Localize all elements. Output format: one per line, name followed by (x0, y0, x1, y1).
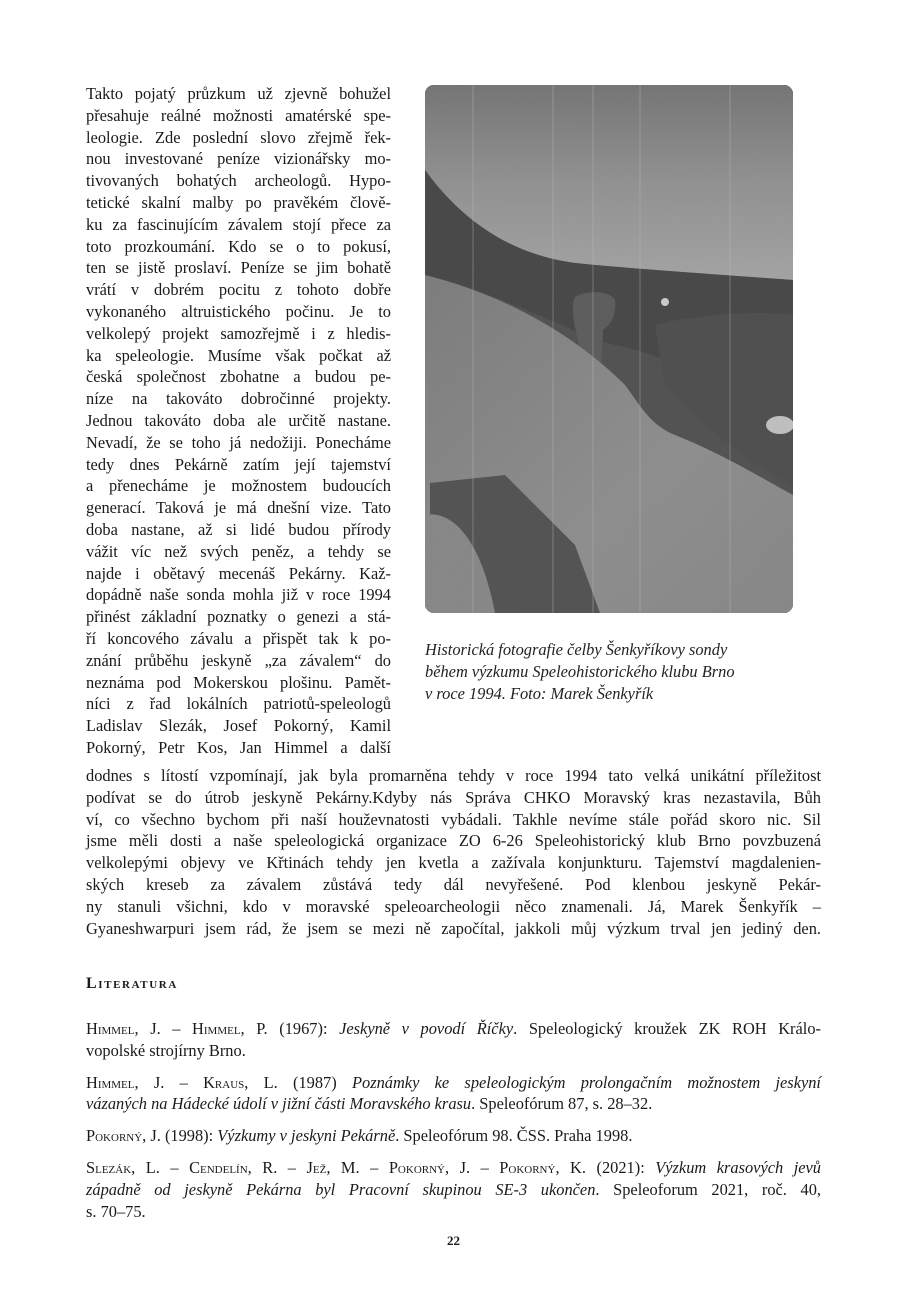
body-line: nou investované peníze vizionářsky mo- (86, 149, 391, 169)
body-line: velkolepými objevy ve Křtinách tehdy jen kvetla a zažívala konjunkturu. Tajemství magdalenien- (86, 853, 821, 873)
ref-title: Výzkum krasových jevů (655, 1157, 821, 1177)
ref-year: (1967): (267, 1019, 340, 1038)
ref-publisher: . Speleofórum 87, s. 28–32. (471, 1094, 653, 1114)
ref-year: (1998): (160, 1126, 218, 1146)
body-line: ří koncového závalu a přispět tak k po- (86, 628, 391, 648)
ref-publisher: . Speleologický kroužek ZK ROH Králo- (513, 1019, 821, 1038)
reference-item (86, 1157, 821, 1222)
caption-line: Historická fotografie čelby Šenkyříkovy sondy (425, 640, 728, 659)
body-line: jsme měli dosti a naše speleologická organizace ZO 6-26 Speleohistorický klub Brno povzbuzená (86, 831, 821, 851)
body-line: a přenecháme je možnostem budoucích (86, 476, 391, 496)
caption-line: v roce 1994. Foto: Marek Šenkyřík (425, 684, 654, 703)
body-line: Nevadí, že se toho já nedožiji. Ponecháme (86, 432, 391, 452)
ref-title: Jeskyně v povodí Říčky (339, 1019, 514, 1038)
body-line: generací. Taková je má dnešní vize. Tato (86, 498, 391, 518)
body-line: přinést základní poznatky o genezi a stá- (86, 607, 391, 627)
reference-item (86, 1125, 821, 1147)
body-line: Pokorný, Petr Kos, Jan Himmel a další (86, 737, 391, 757)
ref-publisher: vopolské strojírny Brno. (86, 1040, 246, 1060)
body-line: tivovaných bohatých archeologů. Hypo- (86, 171, 391, 191)
body-line: vrátí v dobrém pocitu z tohoto dobře (86, 280, 391, 300)
body-line: ví, co všechno bychom při naší houževnatosti vybádali. Takhle nevíme stále pořád skoro nic. Sil (86, 809, 821, 829)
body-line: vykonaného altruistického počinu. Je to (86, 301, 391, 321)
ref-authors: Pokorný, J. (86, 1126, 161, 1146)
body-line: neznáma pod Mokerskou plošinu. Pamět- (86, 672, 391, 692)
left-text-column (86, 83, 391, 759)
body-line: vážit víc než svých peněz, a tehdy se (86, 541, 391, 561)
body-line: dopádně naše sonda mohla již v roce 1994 (86, 585, 391, 605)
body-line: dodnes s lítostí vzpomínají, jak byla promarněna tehdy v roce 1994 tato velká unikátní příležitost (86, 766, 821, 785)
ref-title: Výzkumy v jeskyni Pekárně (217, 1126, 396, 1146)
ref-title: Poznámky ke speleologickým prolongačním možnostem jeskyní (351, 1072, 821, 1092)
ref-publisher: s. 70–75. (86, 1201, 146, 1221)
body-line: doba nastane, až si lidé budou přírody (86, 519, 391, 539)
ref-year: (1987) (277, 1072, 352, 1092)
body-line: znání průběhu jeskyně „za závalem“ do (86, 650, 391, 670)
ref-title: západně od jeskyně Pekárna byl Pracovní skupinou SE-3 ukončen (86, 1179, 596, 1199)
body-line: ten se jistě proslaví. Peníze se jim bohatě (86, 258, 391, 278)
reference-item (86, 1072, 821, 1116)
cave-photo-image (425, 85, 793, 613)
body-line: česká společnost zbohatne a budou pe- (86, 367, 391, 387)
body-line: Gyaneshwarpuri jsem rád, že jsem se mezi ně započítal, jakkoli můj výzkum trval jen jediný den. (86, 918, 821, 938)
body-line: toto prozkoumání. Kdo se o to pokusí, (86, 236, 391, 256)
body-line: podívat se do útrob jeskyně Pekárny.Kdyby nás Správa CHKO Moravský kras nezastavila, Bůh (86, 787, 821, 807)
body-line: Ladislav Slezák, Josef Pokorný, Kamil (86, 716, 391, 736)
body-line: Takto pojatý průzkum už zjevně bohužel (86, 84, 391, 103)
body-line: ku za fascinujícím závalem stojí přece za (86, 214, 391, 234)
reference-item (86, 1018, 821, 1062)
literature-heading: Literatura (86, 975, 178, 992)
body-line: tedy dnes Pekárně zatím její tajemství (86, 454, 391, 474)
cave-photo (425, 85, 793, 613)
body-line: Jednou takováto doba ale určitě nastane. (86, 410, 391, 430)
body-line: níci z řad lokálních patriotů-speleologů (86, 694, 391, 714)
reference-list (86, 1018, 821, 1232)
photo-caption (425, 639, 805, 705)
page-number: 22 (447, 1233, 460, 1248)
body-line: tetické skalní malby po pravěkém člově- (86, 192, 391, 212)
body-line: leologie. Zde poslední slovo zřejmě řek- (86, 127, 391, 147)
body-line: přesahuje reálné možnosti amatérské spe- (86, 105, 391, 125)
body-line: ských kreseb za závalem zůstává tedy dál nevyřešené. Pod klenbou jeskyně Pekár- (86, 874, 821, 894)
caption-line: během výzkumu Speleohistorického klubu Brno (425, 662, 735, 681)
ref-publisher: . Speleoforum 2021, roč. 40, (595, 1179, 821, 1199)
body-line: velkolepý projekt samozřejmě i z hledis- (86, 323, 391, 343)
body-line: ny stanuli všichni, kdo v moravské speleoarcheologii něco znamenali. Já, Marek Šenkyřík – (86, 896, 821, 916)
body-line: níze na takováto dobročinné projekty. (86, 389, 391, 409)
ref-authors: Himmel, J. – Kraus, L. (86, 1072, 278, 1092)
ref-year: (2021): (586, 1157, 656, 1177)
ref-authors: Himmel, J. – Himmel, P. (86, 1019, 268, 1038)
full-width-paragraph (86, 765, 821, 939)
body-line: najde i obětavý mecenáš Pekárny. Kaž- (86, 563, 391, 583)
body-line: ka speleologie. Musíme však počkat až (86, 345, 391, 365)
ref-publisher: . Speleofórum 98. ČSS. Praha 1998. (395, 1126, 633, 1146)
ref-title: vázaných na Hádecké údolí v jižní části Moravského krasu (86, 1094, 472, 1114)
ref-authors: Slezák, L. – Cendelín, R. – Jež, M. – Pokorný, J. – Pokorný, K. (86, 1157, 586, 1177)
